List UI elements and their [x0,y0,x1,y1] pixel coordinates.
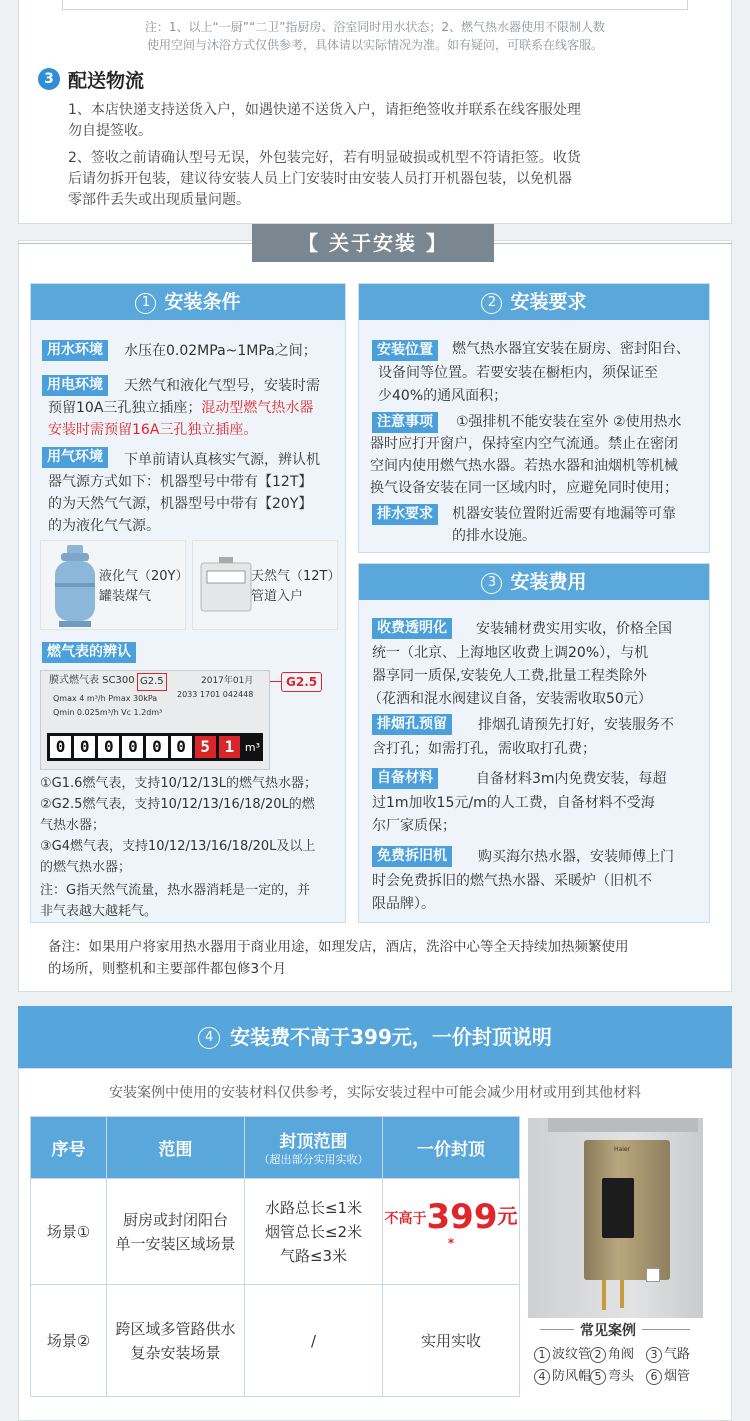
header-cap [245,1117,383,1179]
row2-seq: 场景② [31,1285,107,1397]
fee1-line4: （花洒和混水阀建议自备，安装需收取50元） [368,691,652,707]
price-cap-table [30,1116,520,1397]
attention-line3: 空间内使用燃气热水器。若热水器和油烟机等机械 [370,458,678,474]
case-number: 3 [646,1347,662,1363]
usage-note-line1: 注：1、以上“一厨”“二卫”指厨房、浴室同时用水状态；2、燃气热水器使用不限制人数 [144,20,606,34]
fees-header [359,564,709,600]
meter-digit: 0 [98,736,119,758]
delivery-para2-line3: 零部件丢失或出现质量问题。 [68,192,250,208]
section-3-number: 3 [38,68,60,90]
price-cap-header [18,1006,732,1068]
pipe-right [620,1280,624,1308]
gas-valve-box [646,1268,660,1282]
power-line2a: 预留10A三孔独立插座； [48,400,202,416]
meter-title: 膜式燃气表 SC300 [49,675,135,686]
row1-price-unit: 元 [497,1203,518,1228]
fees-number: 3 [481,573,502,594]
usage-note-line2: 使用空间与沐浴方式仅供参考，具体请以实际情况为准。如有疑问，可联系在线客服。 [146,38,603,52]
case-label: 防风帽 [552,1369,592,1384]
cases-list [534,1344,704,1388]
g4-line2: 的燃气热水器； [40,860,132,875]
row2-scope-line2: 复杂安装场景 [130,1343,221,1362]
install-banner: 【 关于安装 】 [252,224,494,262]
fee3-line2: 过1m加收15元/m的人工费，自备材料不受海 [372,795,655,811]
attention-line2: 器时应打开窗户，保持室内空气流通。禁止在密闭 [370,436,678,452]
meter-digit: 1 [219,736,240,758]
meter-identify-tag: 燃气表的辨认 [42,642,136,663]
case-label: 波纹管 [552,1347,592,1362]
banner-line-right [494,243,732,244]
row1-price-star: * [447,1235,455,1250]
fee4-line3: 限品牌）。 [372,896,435,912]
row1-cap [245,1179,383,1285]
meter-g-rating: G2.5 [137,673,167,691]
gas-line2: 器气源方式如下：机器型号中带有【12T】 [48,474,313,490]
meter-unit: m³ [244,740,260,754]
requirements-title: 安装要求 [510,291,587,313]
fee4-line1: 购买海尔热水器，安装师傅上门 [478,849,674,865]
fee1-line2: 统一（北京、上海地区收费上调20%），与机 [372,645,649,661]
fee3-line1: 自备材料3m内免费安装，每超 [476,771,667,787]
meter-digit: 0 [146,736,167,758]
gas-meter-photo [40,670,270,770]
meter-note-line1: 注：G指天然气流量，热水器消耗是一定的，并 [40,883,311,898]
water-env-tag: 用水环境 [42,340,108,361]
lpg-tank-icon [47,543,103,629]
heater-brand: Haier [614,1146,631,1153]
banner-line-left [18,243,252,244]
price-cap-title: 安装费不高于399元，一价封顶说明 [230,1025,552,1049]
delivery-para1-line2: 勿自提签收。 [68,123,152,139]
row1-price [383,1179,520,1285]
ng-meter-card [192,540,341,630]
row1-scope-line1: 厨房或封闭阳台 [122,1210,228,1229]
g25-line1: ②G2.5燃气表，支持10/12/13/16/18/20L的燃 [40,797,315,812]
case-number: 5 [590,1369,606,1385]
drainage-line1: 机器安装位置附近需要有地漏等可靠 [452,506,676,522]
case-item [590,1344,646,1366]
case-number: 1 [534,1347,550,1363]
g4-line1: ③G4燃气表，支持10/12/13/16/18/20L及以上 [40,839,316,854]
flue-pipe [548,1118,698,1132]
fee1-line1: 安装辅材费实用实收，价格全国 [476,621,672,637]
water-heater-icon [584,1140,670,1280]
meter-digit: 5 [195,736,216,758]
meter-serial: 2033 1701 042448 [177,690,254,699]
free-removal-tag: 免费拆旧机 [372,846,452,867]
fee2-line2: 含打孔；如需打孔，需收取打孔费； [372,741,596,757]
delivery-para1-line1: 1、本店快递支持送货入户，如遇快递不送货入户，请拒绝签收并联系在线客服处理 [68,102,581,118]
row2-scope-line1: 跨区域多管路供水 [115,1319,236,1338]
fees-title: 安装费用 [510,571,587,593]
section-3-title: 配送物流 [68,70,145,92]
delivery-para2-line1: 2、签收之前请确认型号无误，外包装完好，若有明显破损或机型不符请拒签。收货 [68,150,581,166]
meter-year: 2017年01月 [201,676,254,686]
case-number: 6 [646,1369,662,1385]
heater-display [602,1178,634,1238]
header-cap-sub: （超出部分实用实收） [258,1153,369,1166]
ng-label2: 管道入户 [251,589,304,604]
meter-dial [47,733,263,761]
commercial-remark-line2: 的场所，则整机和主要部件都包修3个月 [48,961,287,977]
header-cap-label: 封顶范围 [279,1132,348,1152]
meter-digit: 0 [74,736,95,758]
power-line3: 安装时需预留16A三孔独立插座。 [48,422,258,438]
meter-callout: G2.5 [281,672,322,692]
position-line3: 少40%的通风面积； [378,388,508,404]
row1-price-prefix: 不高于 [384,1210,427,1227]
row2-price: 实用实收 [383,1285,520,1397]
power-env-tag: 用电环境 [42,375,108,396]
conditions-title: 安装条件 [164,291,241,313]
gas-env-tag: 用气环境 [42,447,108,468]
cases-title: 常见案例 [574,1320,642,1342]
lpg-label1: 液化气（20Y） [99,569,189,584]
case-label: 烟管 [664,1369,691,1384]
power-line1: 天然气和液化气型号，安装时需 [124,378,320,394]
prev-table-edge [62,0,688,10]
meter-note-line2: 非气表越大越耗气。 [40,904,158,919]
row1-scope-line2: 单一安装区域场景 [115,1234,236,1253]
case-label: 气路 [664,1347,691,1362]
meter-digit: 0 [122,736,143,758]
own-material-tag: 自备材料 [372,768,438,789]
case-label: 角阀 [608,1347,635,1362]
delivery-para2-line2: 后请勿拆开包装，建议待安装人员上门安装时由安装人员打开机器包装，以免机器 [68,171,572,187]
g16-line: ①G1.6燃气表，支持10/12/13L的燃气热水器； [40,776,318,791]
price-cap-number: 4 [198,1027,220,1049]
transparent-fee-tag: 收费透明化 [372,618,452,639]
row1-cap-line3: 气路≤3米 [279,1246,348,1265]
row1-price-number: 399 [426,1196,498,1237]
position-line2: 设备间等位置。若要安装在橱柜内，须保证至 [378,365,658,381]
row2-scope [107,1285,245,1397]
meter-qmin: Qmin 0.025m³/h Vc 1.2dm³ [53,708,163,717]
row2-cap: / [245,1285,383,1397]
case-item [590,1366,646,1388]
header-price: 一价封顶 [383,1117,520,1179]
flue-hole-tag: 排烟孔预留 [372,714,452,735]
g25-line2: 气热水器； [40,818,106,833]
case-item [646,1344,702,1366]
case-number: 2 [590,1347,606,1363]
fee4-line2: 时会免费拆旧的燃气热水器、采暖炉（旧机不 [372,873,652,889]
water-env-text: 水压在0.02MPa~1MPa之间； [124,343,317,359]
table-row [31,1285,520,1397]
case-item [646,1366,702,1388]
case-number: 4 [534,1369,550,1385]
pipe-left [602,1280,606,1310]
attention-tag: 注意事项 [372,412,438,433]
header-scope: 范围 [107,1117,245,1179]
attention-line1: ①强排机不能安装在室外 ②使用热水 [456,414,682,430]
gas-line4: 的为液化气气源。 [48,518,160,534]
meter-digit: 0 [171,736,192,758]
requirements-header [359,284,709,320]
gas-line3: 的为天然气气源，机器型号中带有【20Y】 [48,496,313,512]
fee2-line1: 排烟孔请预先打好，安装服务不 [478,717,674,733]
lpg-tank-card [40,540,189,630]
install-position-tag: 安装位置 [372,340,438,361]
price-cap-subtitle: 安装案例中使用的安装材料仅供参考，实际安装过程中可能会减少用材或用到其他材料 [109,1085,641,1101]
drainage-line2: 的排水设施。 [452,528,536,544]
case-label: 弯头 [608,1369,635,1384]
row1-seq: 场景① [31,1179,107,1285]
ng-label1: 天然气（12T） [251,569,341,584]
conditions-header [31,284,345,320]
row1-cap-line2: 烟管总长≤2米 [264,1222,363,1241]
header-seq: 序号 [31,1117,107,1179]
gas-meter-icon [197,557,257,617]
case-item [534,1344,590,1366]
installation-case-photo [528,1118,703,1318]
requirements-number: 2 [481,293,502,314]
meter-qmax: Qmax 4 m³/h Pmax 30kPa [53,694,158,703]
meter-digit: 0 [50,736,71,758]
fee1-line3: 器享同一质保,安装免人工费,批量工程类除外 [372,668,647,684]
gas-line1: 下单前请认真核实气源，辨认机 [124,452,320,468]
row1-scope [107,1179,245,1285]
position-line1: 燃气热水器宜安装在厨房、密封阳台、 [452,341,690,357]
conditions-number: 1 [135,293,156,314]
drainage-tag: 排水要求 [372,504,438,525]
row1-cap-line1: 水路总长≤1米 [264,1198,363,1217]
attention-line4: 换气设备安装在同一区域内时，应避免同时使用； [370,480,678,496]
table-row [31,1179,520,1285]
lpg-label2: 罐装煤气 [99,589,152,604]
power-line2b: 混动型燃气热水器 [201,400,314,416]
fee3-line3: 尔厂家质保； [372,818,456,834]
case-item [534,1366,590,1388]
commercial-remark-line1: 备注：如果用户将家用热水器用于商业用途，如理发店，酒店，洗浴中心等全天持续加热频繁使用 [48,939,629,955]
